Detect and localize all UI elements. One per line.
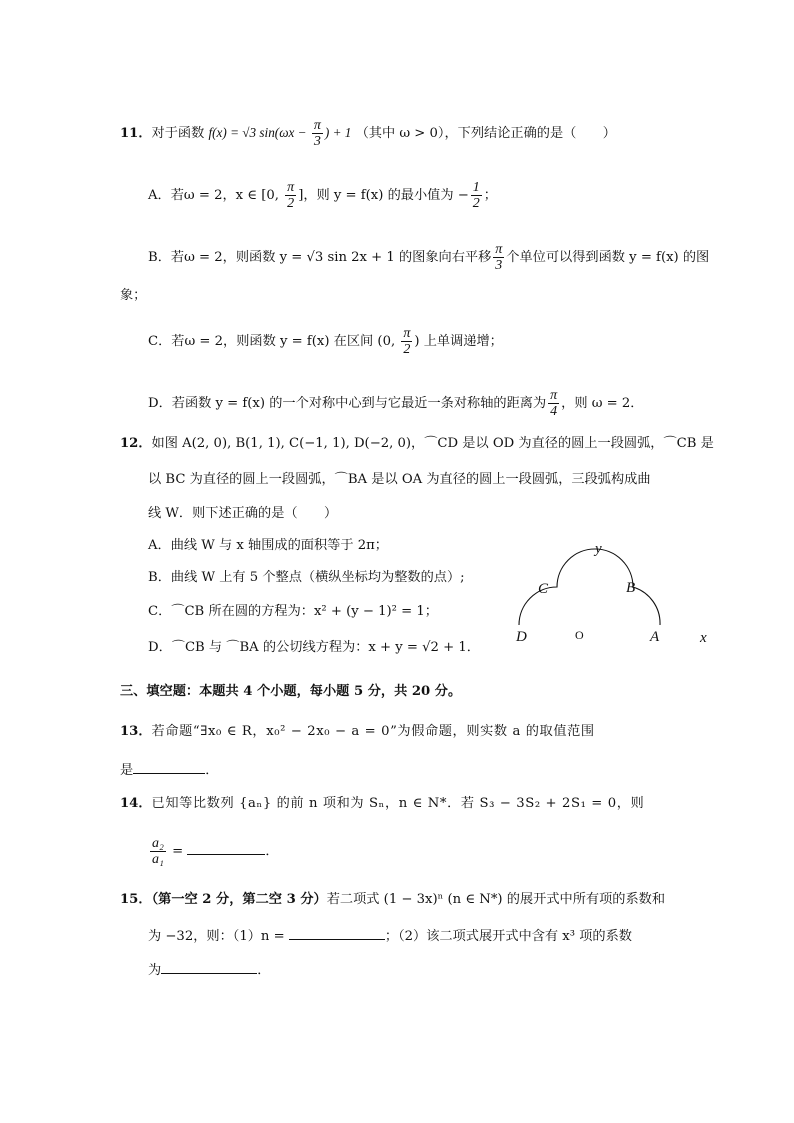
- q11-c-frac-den: 2: [403, 342, 411, 357]
- q11-stem-frac-den: 3: [313, 134, 321, 149]
- q12-option-b: B．曲线 W 上有 5 个整点（横纵坐标均为整数的点）;: [148, 570, 465, 585]
- q12-option-d: D．⌒CB 与 ⌒BA 的公切线方程为：x + y = √2 + 1．: [148, 640, 480, 655]
- q14-number: 14．: [120, 796, 152, 811]
- q11-d-text: D．若函数 y = f(x) 的一个对称中心到与它最近一条对称轴的距离为: [148, 396, 547, 411]
- q11-a-text: A．若ω = 2，x ∈ [0,: [148, 188, 284, 203]
- q15-line3-end: ．: [257, 963, 271, 978]
- q11-a-val-den: 2: [472, 196, 480, 211]
- q11-b-text: B．若ω = 2，则函数 y = √3 sin 2x + 1 的图象向右平移: [148, 250, 492, 265]
- q11-b-frac-den: 3: [495, 258, 503, 273]
- label-b: B: [626, 580, 636, 596]
- q11-a-value: [471, 180, 482, 211]
- label-y: y: [595, 541, 602, 557]
- q11-stem-frac-num: π: [313, 118, 321, 133]
- q15-line1-text: 若二项式 (1 − 3x)ⁿ (n ∈ N*) 的展开式中所有项的系数和: [326, 892, 666, 907]
- q13-answer-blank[interactable]: [133, 760, 205, 774]
- q11-option-d: [148, 388, 644, 419]
- q11-function: f(x) = √3 sin(ωx −: [208, 125, 310, 140]
- q13-line2-end: ．: [205, 763, 219, 778]
- q11-a-frac-num: π: [287, 180, 295, 195]
- label-o: O: [575, 628, 584, 642]
- q11-a-mid: ]，则 y = f(x) 的最小值为 −: [298, 188, 469, 203]
- q14-frac-den: a₁: [152, 852, 164, 867]
- q12-number: 12．: [120, 436, 152, 451]
- q13-number: 13．: [120, 724, 152, 739]
- q15-score-note: （第一空 2 分，第二空 3 分）: [151, 892, 327, 907]
- q11-c-fraction: [401, 326, 412, 357]
- q13-line2-pre: 是: [120, 763, 134, 778]
- q11-d-frac-den: 4: [550, 404, 558, 419]
- label-a: A: [650, 629, 660, 645]
- q14-frac-num: a₂: [152, 836, 164, 851]
- q11-a-fraction: [285, 180, 296, 211]
- q14-eq: =: [172, 844, 184, 859]
- q11-d-fraction: [548, 388, 559, 419]
- q15-line1: [120, 890, 665, 910]
- q11-stem-fraction: [312, 118, 323, 149]
- q12-curve-figure: [505, 535, 725, 650]
- q15-answer-blank-2[interactable]: [161, 960, 257, 974]
- q11-stem-post: （其中 ω > 0），下列结论正确的是（ ）: [355, 126, 616, 141]
- q14-line2: [148, 836, 279, 867]
- q15-answer-blank-1[interactable]: [289, 926, 385, 940]
- q11-c-end: ) 上单调递增；: [414, 334, 503, 349]
- q11-stem: [120, 118, 616, 149]
- q11-option-c: [148, 326, 503, 357]
- q14-fraction: [150, 836, 166, 867]
- q14-end: ．: [265, 844, 279, 859]
- q14-answer-blank[interactable]: [187, 841, 265, 855]
- q15-line2-pre: 为 −32，则：（1）n =: [148, 929, 285, 944]
- q12-line1-text: 如图 A(2, 0), B(1, 1), C(−1, 1), D(−2, 0)，⌒CD 是以 OD 为直径的圆上一段圆弧，⌒CB 是: [151, 436, 714, 451]
- label-x: x: [700, 630, 707, 646]
- q13-line1: [120, 722, 595, 742]
- q11-a-end: ；: [483, 188, 497, 203]
- q13-line2: [120, 760, 218, 781]
- q11-stem-pre: 对于函数: [151, 126, 205, 141]
- section3-heading: 三、填空题：本题共 4 个小题，每小题 5 分，共 20 分。: [120, 684, 462, 699]
- q11-function-tail: ) + 1: [324, 125, 352, 140]
- q11-a-val-num: 1: [472, 180, 480, 195]
- q11-option-a: [148, 180, 497, 211]
- q11-number: 11．: [120, 126, 152, 141]
- q11-d-end: ，则 ω = 2．: [561, 396, 644, 411]
- q12-line2: 以 BC 为直径的圆上一段圆弧，⌒BA 是以 OA 为直径的圆上一段圆弧，三段弧构成曲: [148, 472, 651, 487]
- q11-d-frac-num: π: [550, 388, 558, 403]
- q15-line2-mid: ；（2）该二项式展开式中含有 x³ 项的系数: [384, 929, 632, 944]
- label-c: C: [538, 581, 549, 597]
- q11-b-fraction: [493, 242, 504, 273]
- q11-b-frac-num: π: [495, 242, 503, 257]
- q11-c-text: C．若ω = 2，则函数 y = f(x) 在区间 (0,: [148, 334, 400, 349]
- q14-line1: [120, 794, 644, 814]
- q11-c-frac-num: π: [403, 326, 411, 341]
- q12-option-a: A．曲线 W 与 x 轴围成的面积等于 2π；: [148, 538, 388, 553]
- q11-a-frac-den: 2: [287, 196, 295, 211]
- q12-line3: 线 W．则下述正确的是（ ）: [148, 506, 338, 521]
- label-d: D: [516, 629, 527, 645]
- q13-line1-text: 若命题“∃x₀ ∈ R，x₀² − 2x₀ − a = 0”为假命题，则实数 a 的取值范围: [151, 724, 595, 739]
- q11-option-b: [148, 242, 709, 273]
- q15-line3: [148, 960, 270, 981]
- q12-line1: [120, 434, 714, 454]
- q12-option-c: C．⌒CB 所在圆的方程为：x² + (y − 1)² = 1；: [148, 604, 438, 619]
- q15-line2: [148, 926, 632, 947]
- q11-b-end: 个单位可以得到函数 y = f(x) 的图: [506, 250, 710, 265]
- q14-line1-text: 已知等比数列 {aₙ} 的前 n 项和为 Sₙ，n ∈ N*．若 S₃ − 3S₂ + 2S₁ = 0，则: [151, 796, 645, 811]
- q11-option-b-cont: 象；: [120, 288, 147, 303]
- q15-line3-pre: 为: [148, 963, 162, 978]
- q15-number: 15．: [120, 892, 152, 907]
